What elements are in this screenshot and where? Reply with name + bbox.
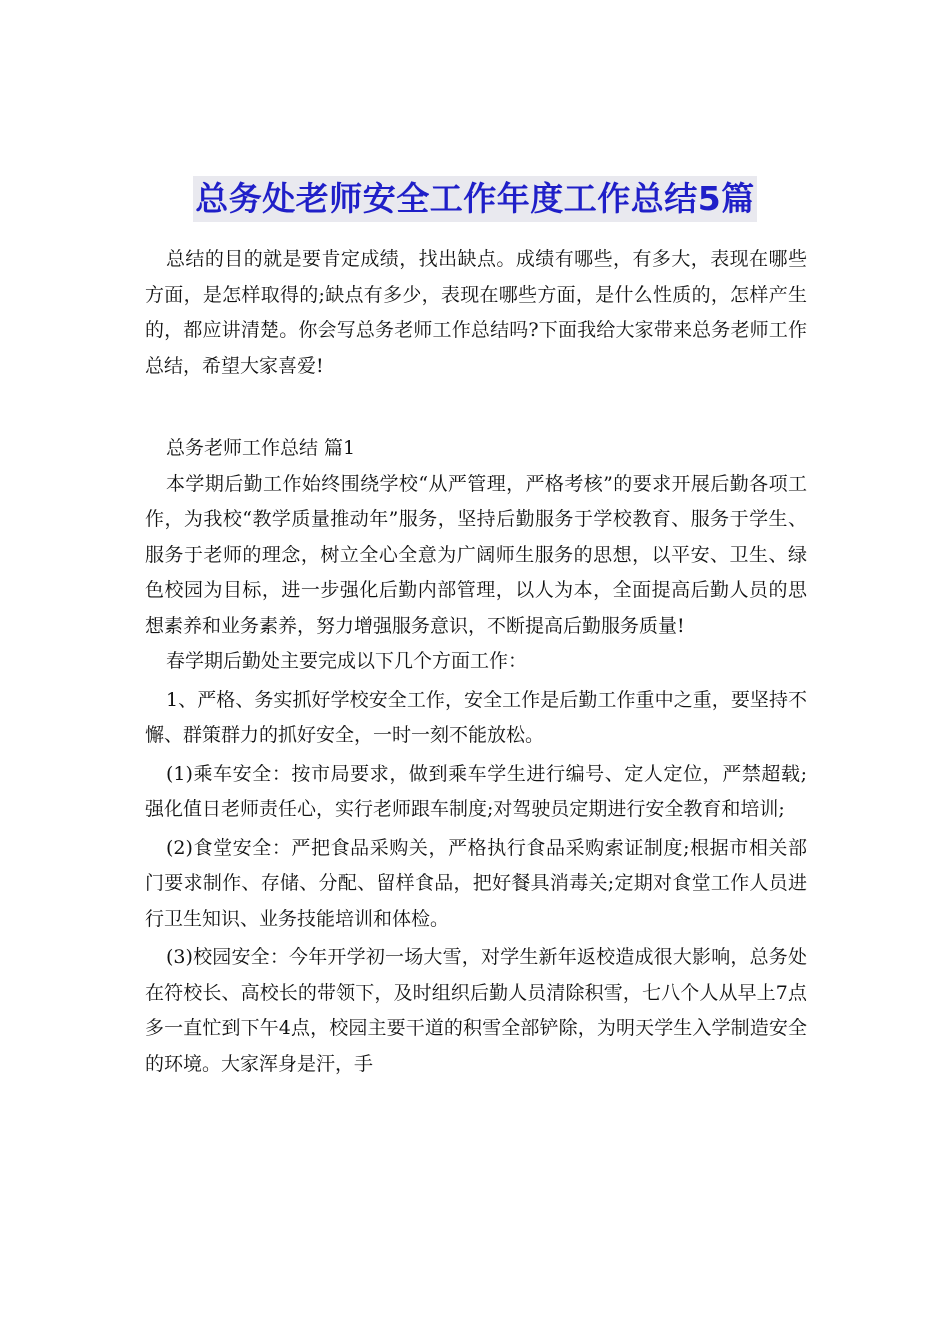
- body-paragraph: (2)食堂安全：严把食品采购关，严格执行食品采购索证制度;根据市相关部门要求制作、存储、分配、留样食品，把好餐具消毒关;定期对食堂工作人员进行卫生知识、业务技能培训和体检。: [145, 836, 807, 930]
- body-paragraph: 1、严格、务实抓好学校安全工作，安全工作是后勤工作重中之重，要坚持不懈、群策群力的抓好安全，一时一刻不能放松。: [145, 688, 807, 746]
- body-paragraph: 春学期后勤处主要完成以下几个方面工作：: [166, 650, 528, 672]
- body-paragraph: (3)校园安全：今年开学初一场大雪，对学生新年返校造成很大影响，总务处在符校长、高校长的带领下，及时组织后勤人员清除积雪，七八个人从早上7点多一直忙到下午4点，校园主要干道的积雪全部铲除，为明天学生入学制造安全的环境。大家浑身是汗，手: [145, 946, 807, 1075]
- document-title: 总务处老师安全工作年度工作总结5篇: [193, 176, 756, 222]
- document-body: [145, 242, 807, 1082]
- section-heading: 总务老师工作总结 篇1: [166, 437, 356, 459]
- intro-paragraph: 总结的目的就是要肯定成绩，找出缺点。成绩有哪些，有多大，表现在哪些方面，是怎样取得的;缺点有多少，表现在哪些方面，是什么性质的，怎样产生的，都应讲清楚。你会写总务老师工作总结吗?下面我给大家带来总务老师工作总结，希望大家喜爱!: [145, 248, 807, 377]
- body-paragraph: (1)乘车安全：按市局要求，做到乘车学生进行编号、定人定位，严禁超载;强化值日老师责任心，实行老师跟车制度;对驾驶员定期进行安全教育和培训;: [145, 762, 807, 820]
- body-paragraph: 本学期后勤工作始终围绕学校“从严管理，严格考核”的要求开展后勤各项工作，为我校“教学质量推动年”服务，坚持后勤服务于学校教育、服务于学生、服务于老师的理念，树立全心全意为广阔师生服务的思想，以平安、卫生、绿色校园为目标，进一步强化后勤内部管理，以人为本，全面提高后勤人员的思想素养和业务素养，努力增强服务意识，不断提高后勤服务质量!: [145, 472, 807, 637]
- paragraph-gap: [145, 384, 807, 431]
- title-container: [0, 176, 950, 222]
